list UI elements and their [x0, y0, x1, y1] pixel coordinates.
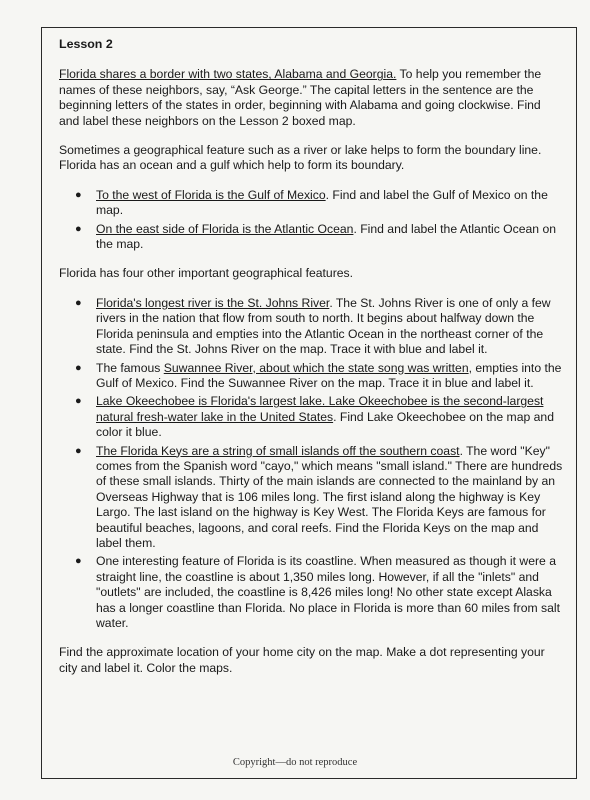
item-underlined: Florida's longest river is the St. Johns River — [96, 295, 330, 310]
list-item — [75, 443, 564, 552]
list-item — [75, 187, 564, 219]
intro-rest: To help you remember the names of these neighbors, say, “Ask George.” The capital letters in the sentence are the beginning letters of the states in order, beginning with Alabama and going clockwise. Find and label these neighbors on the Lesson 2 boxed map. — [59, 67, 542, 128]
item-underlined: On the east side of Florida is the Atlantic Ocean — [96, 221, 354, 236]
list-item — [75, 360, 564, 392]
bullet-icon: ● — [75, 361, 82, 374]
item-rest: . The St. Johns River is one of only a few rivers in the nation that flow from south to north. It begins about halfway down the Florida peninsula and empties into the Atlantic Ocean in the northeast corner of the state. Find the St. Johns River on the map. Trace it with blue and label it. — [96, 295, 551, 357]
item-pre: One interesting feature of Florida is its coastline. When measured as though it were a straight line, the coastline is about 1,350 miles long. However, if all the "inlets" and "outlets" are included, the coastline is 8,426 miles long! No other state except Alaska has a longer coastline than Florida. No place in Florida is more than 60 miles from salt water. — [96, 554, 561, 630]
boundary-paragraph: Sometimes a geographical feature such as a river or lake helps to form the boundary line. Florida has an ocean and a gulf which help to form its boundary. — [59, 143, 542, 173]
item-underlined: Suwannee River, about which the state song was written — [163, 360, 469, 375]
item-rest: . Find Lake Okeechobee on the map and color it blue. — [96, 409, 554, 440]
item-underlined: To the west of Florida is the Gulf of Mexico — [96, 187, 326, 202]
intro-paragraph — [59, 67, 564, 129]
intro-underlined: Florida shares a border with two states, Alabama and Georgia. — [59, 67, 397, 82]
features-list — [59, 296, 564, 632]
list-item — [75, 554, 564, 631]
lesson-title: Lesson 2 — [59, 37, 113, 51]
bullet-icon: ● — [75, 296, 82, 309]
item-rest: . Find and label the Gulf of Mexico on the map. — [96, 187, 548, 218]
item-rest: . Find and label the Atlantic Ocean on the map. — [96, 221, 557, 252]
bullet-icon: ● — [75, 222, 82, 235]
closing-paragraph: Find the approximate location of your home city on the map. Make a dot representing your city and label it. Color the maps. — [59, 645, 545, 675]
copyright-footer: Copyright—do not reproduce — [232, 757, 358, 768]
bullet-icon: ● — [75, 444, 82, 457]
water-list — [59, 188, 564, 253]
item-pre: The famous — [96, 360, 164, 375]
item-underlined: The Florida Keys are a string of small islands off the southern coast — [96, 443, 460, 458]
bullet-icon: ● — [75, 395, 82, 408]
list-item — [75, 221, 564, 253]
list-item — [75, 295, 564, 358]
bullet-icon: ● — [75, 555, 82, 568]
list-item — [75, 394, 564, 440]
bullet-icon: ● — [75, 188, 82, 201]
item-rest: , empties into the Gulf of Mexico. Find the Suwannee River on the map. Trace it in blue and label it. — [96, 360, 562, 390]
lesson-content — [59, 37, 564, 690]
item-underlined: Lake Okeechobee is Florida's largest lake. Lake Okeechobee is the second-largest natural fresh-water lake in the United States — [96, 394, 544, 424]
item-rest: . The word "Key" comes from the Spanish word "cayo," which means "small island." There are hundreds of these small islands. Thirty of the main islands are connected to the mainland by an Overseas Highway that is 106 miles long. The first island along the highway is Key Largo. The last island on the highway is Key West. The Florida Keys are famous for beautiful beaches, lagoons, and coral reefs. Find the Florida Keys on the map and label them. — [96, 443, 563, 550]
features-intro: Florida has four other important geographical features. — [59, 266, 354, 281]
